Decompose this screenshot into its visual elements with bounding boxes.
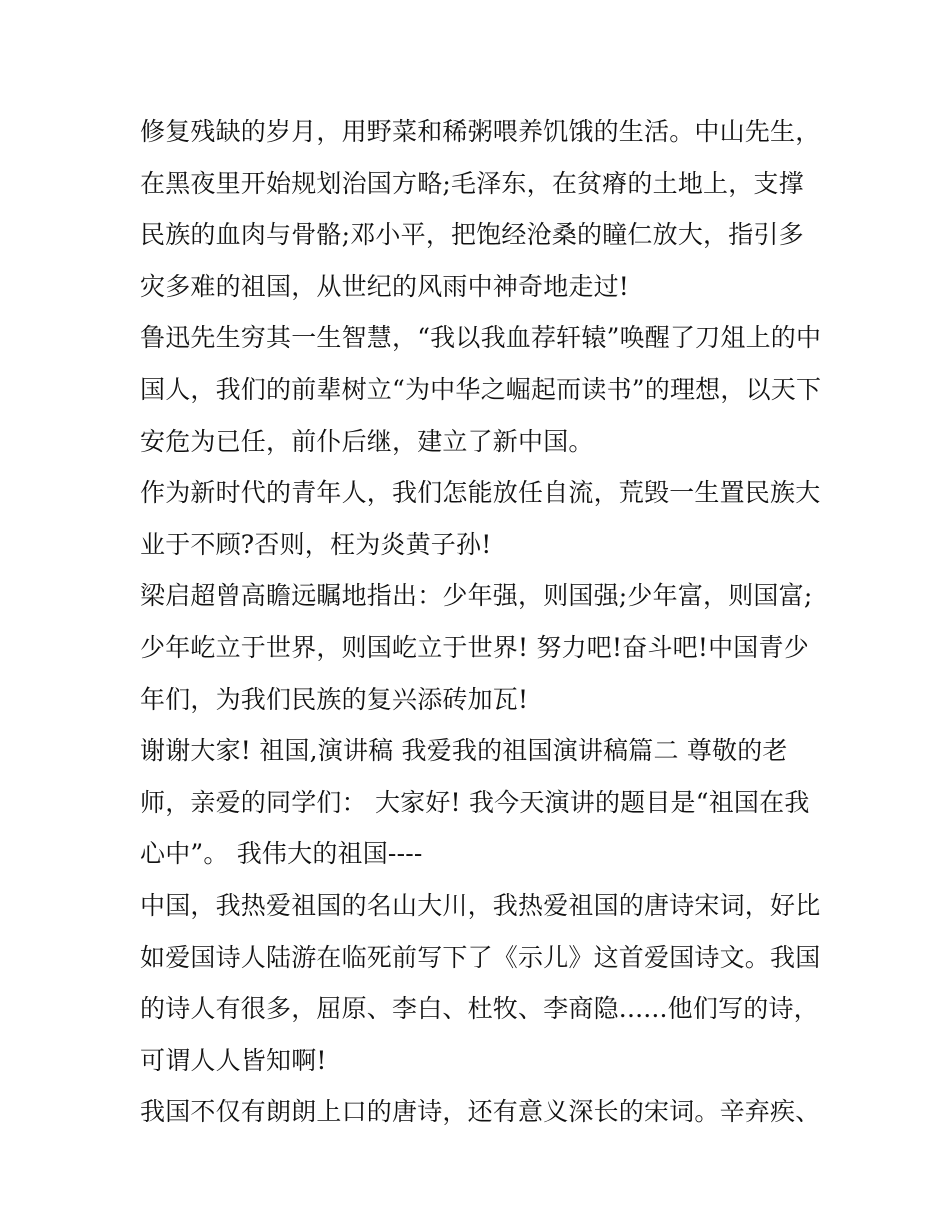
text-line: 少年屹立于世界，则国屹立于世界! 努力吧!奋斗吧!中国青少 bbox=[140, 632, 809, 662]
text-line: 我国不仅有朗朗上口的唐诗，还有意义深长的宋词。辛弃疾、 bbox=[140, 1097, 821, 1127]
text-line: 师，亲爱的同学们： 大家好! 我今天演讲的题目是“祖国在我 bbox=[140, 787, 810, 817]
text-line: 如爱国诗人陆游在临死前写下了《示儿》这首爱国诗文。我国 bbox=[140, 942, 821, 972]
text-line: 民族的血肉与骨骼;邓小平，把饱经沧桑的瞳仁放大，指引多 bbox=[140, 220, 804, 250]
text-line: 年们，为我们民族的复兴添砖加瓦! bbox=[140, 684, 529, 714]
text-line: 的诗人有很多，屈原、李白、杜牧、李商隐......他们写的诗， bbox=[140, 994, 819, 1024]
text-line: 业于不顾?否则，枉为炎黄子孙! bbox=[140, 529, 492, 559]
body-text bbox=[140, 106, 820, 1138]
text-line: 心中”。 我伟大的祖国---- bbox=[140, 839, 423, 869]
text-line: 在黑夜里开始规划治国方略;毛泽东，在贫瘠的土地上，支撑 bbox=[140, 168, 804, 198]
text-line: 灾多难的祖国，从世纪的风雨中神奇地走过! bbox=[140, 271, 630, 301]
text-line: 安危为已任，前仆后继，建立了新中国。 bbox=[140, 426, 594, 456]
text-line: 鲁迅先生穷其一生智慧，“我以我血荐轩辕”唤醒了刀俎上的中 bbox=[140, 323, 822, 353]
text-line: 谢谢大家! 祖国,演讲稿 我爱我的祖国演讲稿篇二 尊敬的老 bbox=[140, 736, 788, 766]
text-line: 修复残缺的岁月，用野菜和稀粥喂养饥饿的生活。中山先生， bbox=[140, 117, 821, 146]
text-line: 作为新时代的青年人，我们怎能放任自流，荒毁一生置民族大 bbox=[140, 478, 821, 508]
text-line: 中国，我热爱祖国的名山大川，我热爱祖国的唐诗宋词，好比 bbox=[140, 890, 821, 920]
text-line: 国人，我们的前辈树立“为中华之崛起而读书”的理想，以天下 bbox=[140, 374, 822, 404]
text-line: 可谓人人皆知啊! bbox=[140, 1045, 327, 1075]
text-line: 梁启超曾高瞻远瞩地指出：少年强，则国强;少年富，则国富; bbox=[140, 581, 813, 611]
